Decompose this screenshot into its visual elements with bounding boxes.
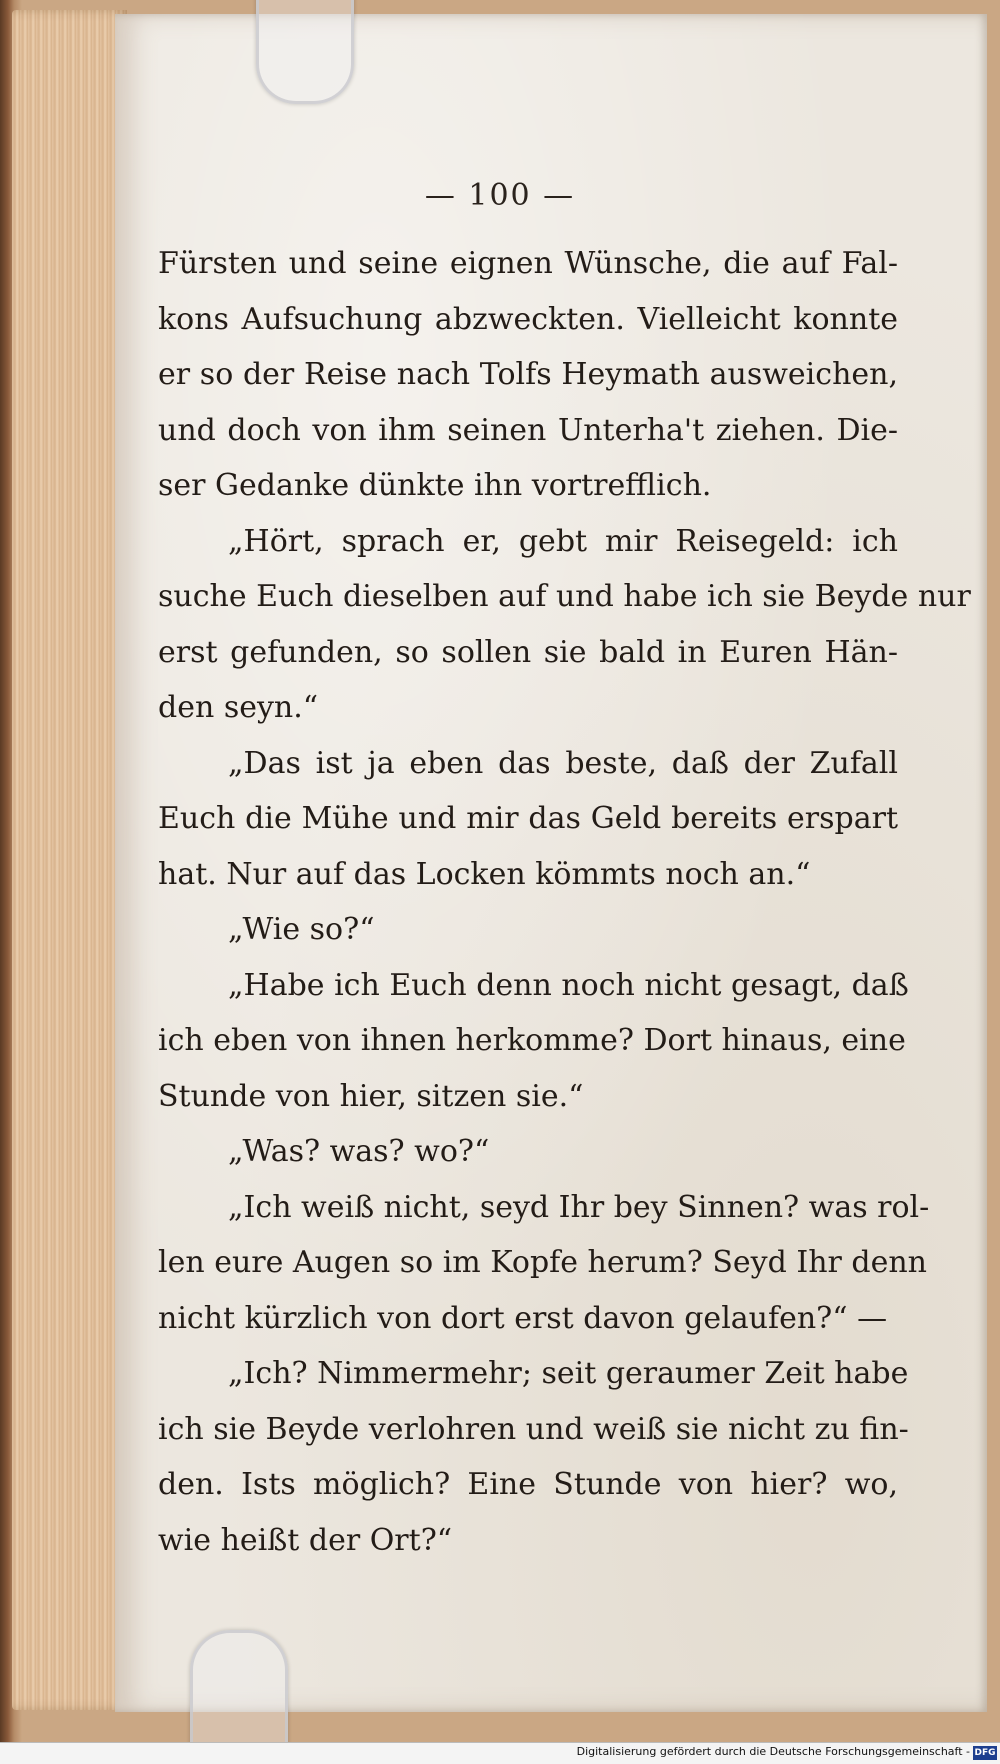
- page-text: [158, 236, 971, 1568]
- text-line: wie heißt der Ort?“: [158, 1522, 453, 1558]
- text-line: „Wie so?“: [228, 912, 375, 947]
- text-line: ich eben von ihnen herkomme? Dort hinaus, eine: [158, 1023, 906, 1058]
- text-line: „Was? was? wo?“: [228, 1134, 490, 1169]
- text-line: „Ich weiß nicht, seyd Ihr bey Sinnen? was rol-: [228, 1189, 930, 1225]
- dfg-logo-icon: DFG: [974, 1748, 996, 1758]
- text-line: er so der Reise nach Tolfs Heymath ausweichen,: [158, 357, 898, 392]
- text-line: „Habe ich Euch denn noch nicht gesagt, daß: [228, 967, 909, 1003]
- page-clip-top: [256, 0, 354, 104]
- text-line: suche Euch dieselben auf und habe ich sie Beyde nur: [158, 579, 971, 614]
- page-number: — 100 —: [424, 178, 576, 213]
- text-line: kons Aufsuchung abzweckten. Vielleicht konnte: [158, 301, 898, 337]
- text-line: „Das ist ja eben das beste, daß der Zufall: [228, 745, 898, 781]
- text-line: Stunde von hier, sitzen sie.“: [158, 1078, 584, 1114]
- text-line: „Hört, sprach er, gebt mir Reisegeld: ich: [228, 523, 898, 559]
- text-line: Euch die Mühe und mir das Geld bereits erspart: [158, 801, 898, 836]
- text-line: nicht kürzlich von dort erst davon gelaufen?“ —: [158, 1300, 888, 1336]
- text-line: hat. Nur auf das Locken kömmts noch an.“: [158, 856, 811, 892]
- page-stack-edge: [12, 10, 127, 1710]
- text-line: ser Gedanke dünkte ihn vortrefflich.: [158, 468, 712, 503]
- text-line: len eure Augen so im Kopfe herum? Seyd Ihr denn: [158, 1245, 927, 1280]
- text-line: den seyn.“: [158, 690, 319, 725]
- text-line: Fürsten und seine eignen Wünsche, die auf Fal-: [158, 246, 898, 281]
- page-clip-bottom: [190, 1630, 288, 1756]
- text-line: und doch von ihm seinen Unterha't ziehen. Die-: [158, 412, 898, 448]
- text-line: erst gefunden, so sollen sie bald in Euren Hän-: [158, 634, 898, 670]
- text-line: ich sie Beyde verlohren und weiß sie nicht zu fin-: [158, 1411, 909, 1447]
- footer-bar: [0, 1742, 1000, 1764]
- text-line: „Ich? Nimmermehr; seit geraumer Zeit habe: [228, 1356, 909, 1391]
- footer-credit: Digitalisierung gefördert durch die Deutsche Forschungsgemeinschaft -: [576, 1745, 970, 1758]
- text-line: den. Ists möglich? Eine Stunde von hier? wo,: [158, 1467, 898, 1502]
